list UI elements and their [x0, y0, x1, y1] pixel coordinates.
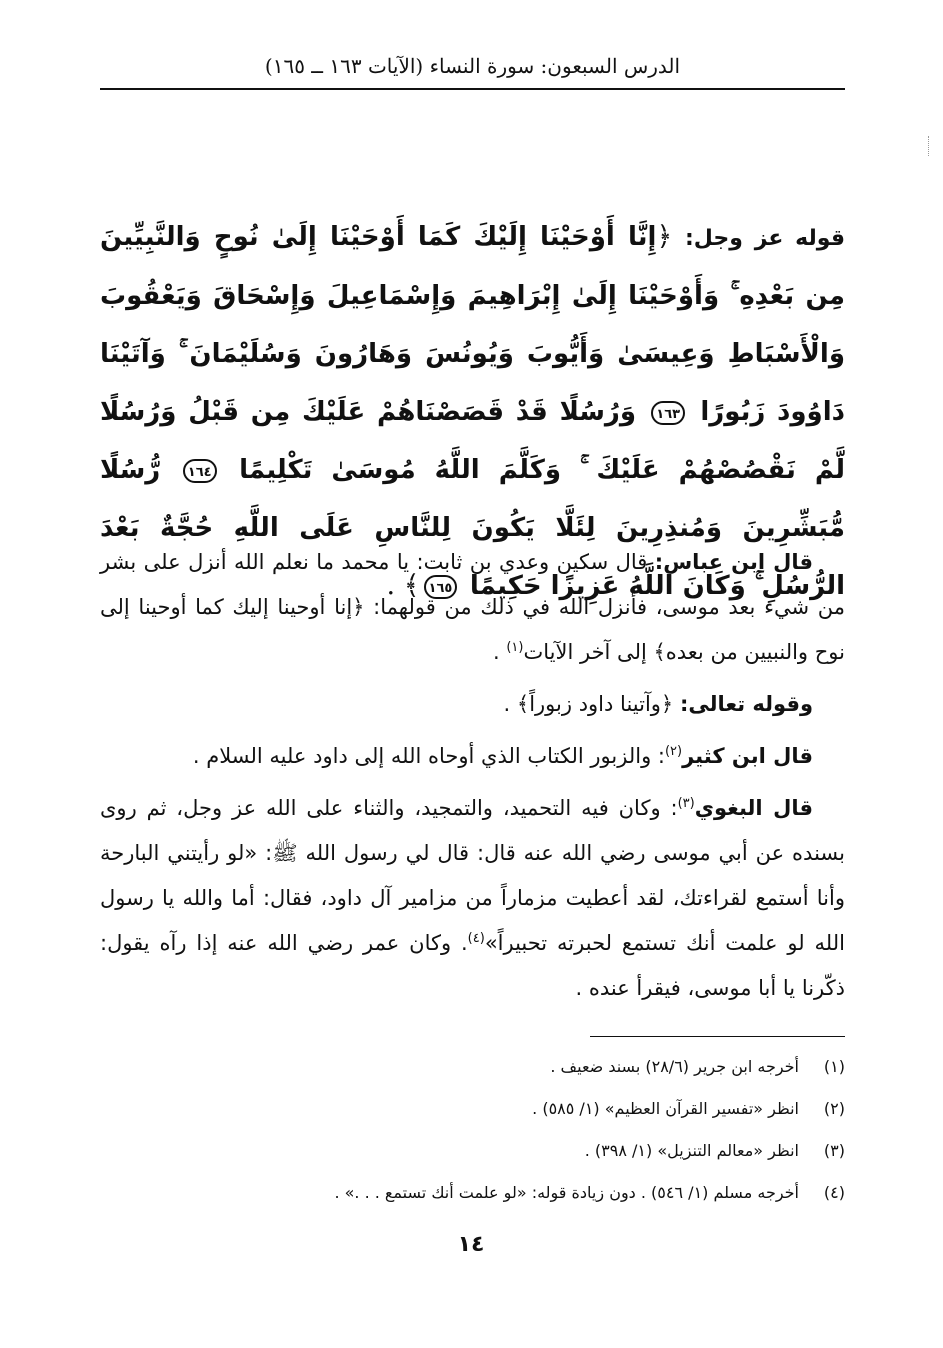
footnote-2 — [100, 1088, 845, 1130]
footnote-ref-3[interactable]: (٣) — [677, 796, 695, 811]
open-bracket: ﴿ — [656, 221, 673, 252]
footnote-3 — [100, 1130, 845, 1172]
zabur-lead: وقوله تعالى: — [679, 692, 813, 716]
footnote-number: (٤) — [823, 1183, 845, 1202]
footnote-4 — [100, 1172, 845, 1214]
quran-intro: قوله عز وجل: — [684, 226, 845, 251]
close-bracket: ﴾ — [403, 570, 420, 601]
footnote-ref-2[interactable]: (٢) — [664, 744, 683, 759]
baghawi-text: : وكان فيه التحميد، والتمجيد، والثناء على الله عز وجل، ثم روى بسنده عن أبي موسى رضي الله عنه قال: قال لي رسول الله ﷺ: «لو رأيتني البارحة وأنا أستمع لقراءتك، لقد أعطيت مزماراً من مزامير آل داود، فقال: أما والله يا رسول الله لو علمت أنك تستمع لحبرته تحبيراً» — [100, 796, 845, 955]
footnote-rule — [590, 1036, 845, 1037]
footnote-text: أخرجه ابن جرير (٢٨/٦) بسند ضعيف . — [550, 1057, 799, 1076]
paragraph-baghawi — [100, 786, 845, 1011]
ibn-abbas-end: . — [492, 640, 500, 664]
ibn-abbas-text: قال سكين وعدي بن ثابت: يا محمد ما نعلم الله أنزل على بشر من شيء بعد موسى، فأنزل الله في ذلك من قولهما: ﴿إنا أوحينا إليك كما أوحينا إلى نوح والنبيين من بعده﴾ إلى آخر الآيات — [100, 550, 845, 664]
quran-end-period: . — [386, 570, 396, 601]
page-number: ١٤ — [457, 1232, 485, 1257]
ayah-number-165: ١٦٥ — [424, 575, 458, 599]
footnote-number: (٢) — [823, 1099, 845, 1118]
verse-165: رُّسُلًا مُّبَشِّرِينَ وَمُنذِرِينَ لِئَلَّا يَكُونَ لِلنَّاسِ عَلَى اللَّهِ حُجَّةٌ بَعْدَ الرُّسُلِ ۚ وَكَانَ اللَّهُ عَزِيزًا حَكِيمًا — [100, 455, 845, 601]
footnote-number: (٣) — [823, 1141, 845, 1160]
footnote-text: انظر «معالم التنزيل» (١/ ٣٩٨) . — [584, 1141, 799, 1160]
ibn-abbas-lead: قال ابن عباس: — [654, 550, 813, 574]
footnote-1 — [100, 1046, 845, 1088]
footnote-text: أخرجه مسلم (١/ ٥٤٦) . دون زيادة قوله: «لو علمت أنك تستمع . . .» . — [334, 1183, 799, 1202]
ibn-kathir-lead: قال ابن كثير — [682, 744, 813, 768]
margin-mark — [928, 136, 931, 156]
baghawi-lead: قال البغوي — [694, 796, 814, 820]
footnotes — [100, 1046, 845, 1214]
footnote-number: (١) — [823, 1057, 845, 1076]
ayah-number-164: ١٦٤ — [183, 459, 217, 483]
paragraph-zabur-verse — [100, 682, 845, 727]
footnote-ref-4[interactable]: (٤) — [467, 931, 485, 946]
footnote-text: انظر «تفسير القرآن العظيم» (١/ ٥٨٥) . — [532, 1099, 799, 1118]
paragraph-ibn-abbas — [100, 540, 845, 675]
baghawi-text-end: . وكان عمر رضي الله عنه إذا رآه يقول: ذكّرنا يا أبا موسى، فيقرأ عنده . — [100, 931, 845, 1000]
zabur-verse-text: ﴿وآتينا داود زبوراً﴾ . — [503, 692, 674, 716]
footnote-ref-1[interactable]: (١) — [506, 640, 524, 655]
header-rule — [100, 88, 845, 90]
ibn-kathir-text: : والزبور الكتاب الذي أوحاه الله إلى داود عليه السلام . — [192, 744, 665, 768]
ayah-number-163: ١٦٣ — [651, 401, 685, 425]
verse-164: وَرُسُلًا قَدْ قَصَصْنَاهُمْ عَلَيْكَ مِن قَبْلُ وَرُسُلًا لَّمْ نَقْصُصْهُمْ عَلَيْكَ ۚ وَكَلَّمَ اللَّهُ مُوسَىٰ تَكْلِيمًا — [100, 397, 845, 485]
paragraph-ibn-kathir — [100, 734, 845, 779]
commentary — [100, 540, 845, 1018]
running-header: الدرس السبعون: سورة النساء (الآيات ١٦٣ ــ ١٦٥) — [264, 54, 681, 78]
verse-163: إِنَّا أَوْحَيْنَا إِلَيْكَ كَمَا أَوْحَيْنَا إِلَىٰ نُوحٍ وَالنَّبِيِّينَ مِن بَعْدِهِ ۚ وَأَوْحَيْنَا إِلَىٰ إِبْرَاهِيمَ وَإِسْمَاعِيلَ وَإِسْحَاقَ وَيَعْقُوبَ وَالْأَسْبَاطِ وَعِيسَىٰ وَأَيُّوبَ وَيُونُسَ وَهَارُونَ وَسُلَيْمَانَ ۚ وَآتَيْنَا دَاوُودَ زَبُورًا — [100, 222, 845, 427]
